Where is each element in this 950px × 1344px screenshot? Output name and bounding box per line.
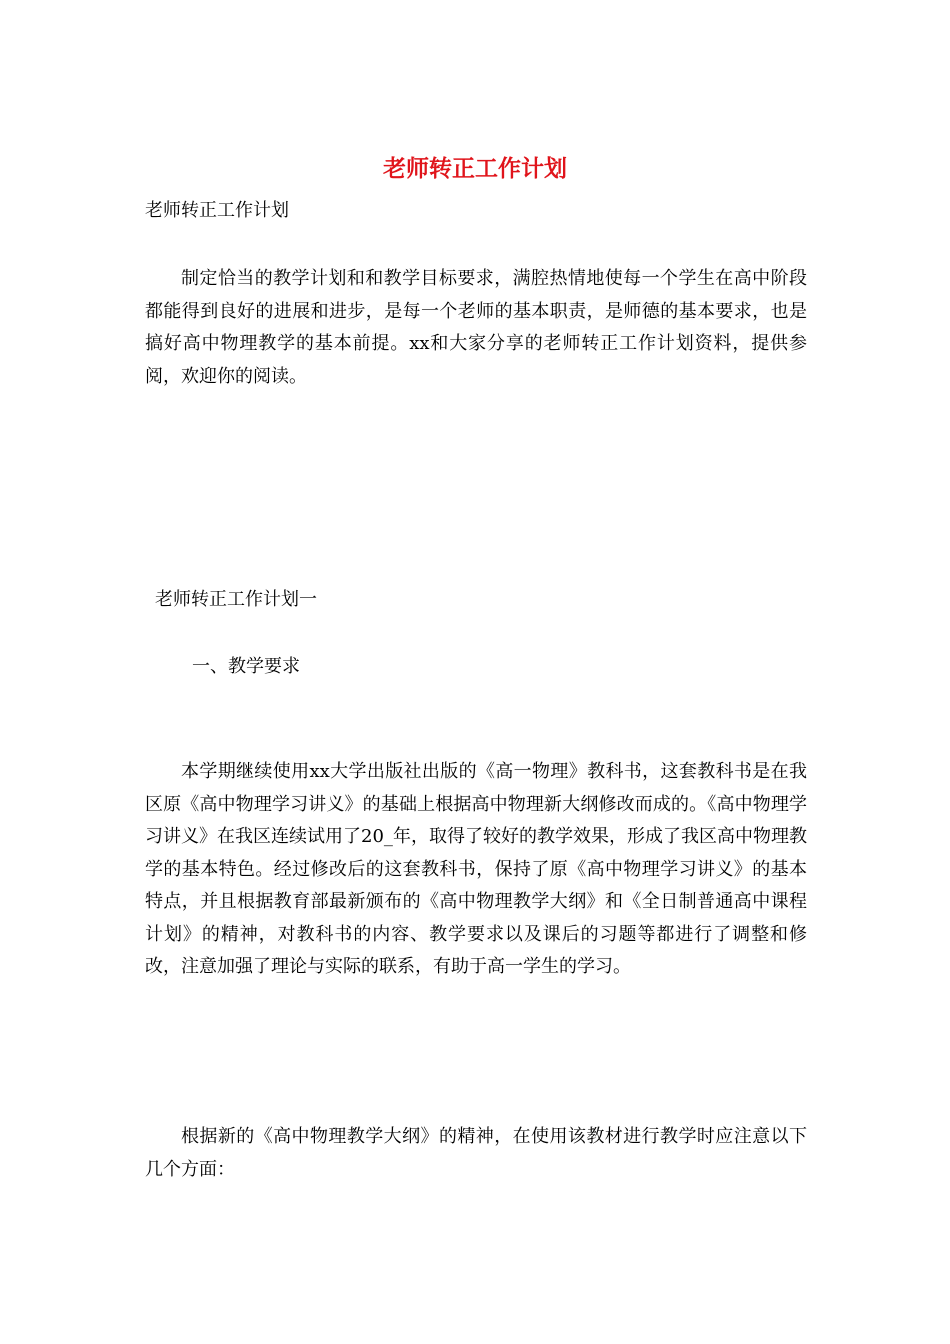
body-paragraph: 本学期继续使用xx大学出版社出版的《高一物理》教科书，这套教科书是在我区原《高中物理学习讲义》的基础上根据高中物理新大纲修改而成的。《高中物理学习讲义》在我区连续试用了20_年，取得了较好的教学效果，形成了我区高中物理教学的基本特色。经过修改后的这套教科书，保持了原《高中物理学习讲义》的基本特点，并且根据教育部最新颁布的《高中物理教学大纲》和《全日制普通高中课程计划》的精神，对教科书的内容、教学要求以及课后的习题等都进行了调整和修改，注意加强了理论与实际的联系，有助于高一学生的学习。 [145,761,807,977]
section-heading: 老师转正工作计划一 [155,589,317,610]
document-subtitle: 老师转正工作计划 [145,200,289,221]
document-title: 老师转正工作计划 [383,155,567,182]
sub-heading: 一、教学要求 [192,656,300,677]
intro-paragraph: 制定恰当的教学计划和和教学目标要求，满腔热情地使每一个学生在高中阶段都能得到良好的进展和进步，是每一个老师的基本职责，是师德的基本要求，也是搞好高中物理教学的基本前提。xx和大家分享的老师转正工作计划资料，提供参阅，欢迎你的阅读。 [145,268,807,387]
body-paragraph: 根据新的《高中物理教学大纲》的精神，在使用该教材进行教学时应注意以下几个方面： [145,1126,807,1180]
